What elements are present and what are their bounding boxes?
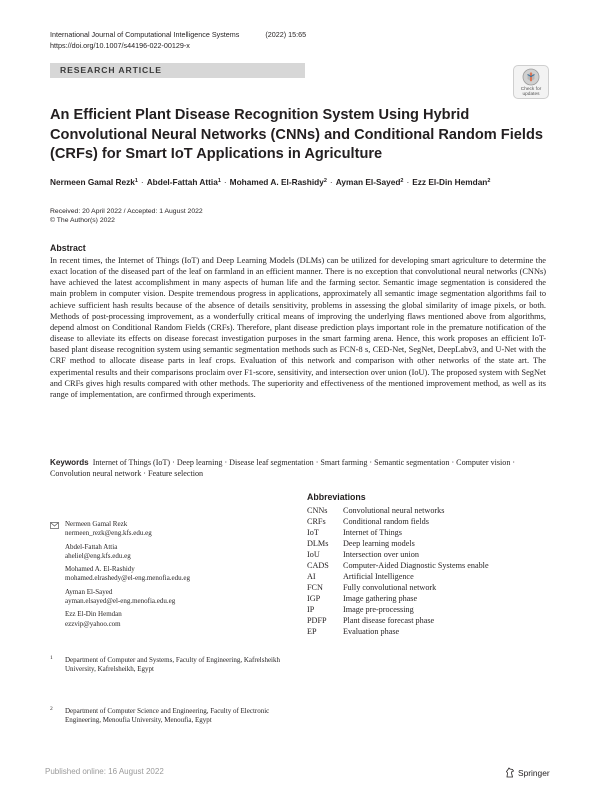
- springer-logo: [505, 767, 550, 778]
- abbreviation-definition: Convolutional neural networks: [343, 506, 445, 515]
- author-name[interactable]: Ayman El-Sayed: [335, 177, 401, 187]
- keywords-label: Keywords: [50, 458, 89, 467]
- abbreviation-term: IP: [307, 605, 315, 614]
- received-accepted-dates: Received: 20 April 2022 / Accepted: 1 August 2022: [50, 208, 203, 215]
- abbreviation-definition: Image gathering phase: [343, 594, 418, 603]
- published-online: Published online: 16 August 2022: [45, 767, 164, 776]
- springer-horse-icon: [505, 767, 515, 778]
- abbreviation-term: IGP: [307, 594, 321, 603]
- publisher-name: Springer: [518, 768, 550, 778]
- contact-email[interactable]: nermeen_rezk@eng.kfs.edu.eg: [65, 529, 152, 538]
- author-name[interactable]: Ezz El-Din Hemdan: [412, 177, 488, 187]
- author-separator: ·: [223, 177, 227, 187]
- journal-volume: (2022) 15:65: [265, 30, 307, 39]
- abbreviations-heading: Abbreviations: [307, 492, 366, 502]
- copyright-notice: © The Author(s) 2022: [50, 217, 115, 224]
- affiliation-number: 1: [50, 655, 53, 661]
- contact-email[interactable]: ezzvip@yahoo.com: [65, 619, 121, 628]
- journal-name: International Journal of Computational Intelligence Systems: [50, 30, 240, 39]
- check-for-updates-badge[interactable]: [513, 65, 549, 99]
- contact-entry: [50, 610, 280, 629]
- abbreviation-term: FCN: [307, 583, 323, 592]
- author-contacts: [50, 520, 280, 633]
- abbreviation-row: [307, 571, 489, 582]
- abbreviation-definition: Deep learning models: [343, 539, 415, 548]
- contact-email[interactable]: mohamed.elrashedy@el-eng.menofia.edu.eg: [65, 574, 191, 583]
- abbreviation-row: [307, 615, 489, 626]
- contact-email[interactable]: aheliel@eng.kfs.edu.eg: [65, 551, 131, 560]
- abbreviation-definition: Fully convolutional network: [343, 583, 437, 592]
- abbreviation-definition: Evaluation phase: [343, 627, 400, 636]
- affiliation-text: Department of Computer and Systems, Faculty of Engineering, Kafrelsheikh University, Kafrelsheikh, Egypt: [65, 656, 281, 674]
- abbreviation-row: [307, 560, 489, 571]
- abbreviation-term: DLMs: [307, 539, 329, 548]
- author-name[interactable]: Mohamed A. El-Rashidy: [229, 177, 324, 187]
- envelope-icon: [50, 522, 59, 529]
- abbreviation-row: [307, 604, 489, 615]
- author-separator: ·: [406, 177, 410, 187]
- affiliation-number: 2: [50, 705, 53, 712]
- abbreviation-definition: Internet of Things: [343, 528, 402, 537]
- abstract-heading: Abstract: [50, 243, 86, 253]
- abstract-text: In recent times, the Internet of Things (IoT) and Deep Learning Models (DLMs) can be utilized for developing smart agriculture to determine the exact location of the diseased part of the leaf on farmland in an efficient manner. There is no exception that convolutional neural networks (CNNs) have achieved the latest accomplishment in many aspects of human life and the farming sector. Semantic image segmentation is considered the main problem in computer vision. Despite tremendous progress in applications, approximately all semantic image segmentation algorithms fail to achieve sufficient hash results because of the absence of details sensitivity, problems in assessing the global similarity of image pixels, or both. Methods of post-processing improvement, as a wonderfully critical means of improving the underlying flaws mentioned above from algorithms, depend almost on Conditional Random Fields (CRFs). Therefore, plant disease prediction plays important role in the premature notification of the disease to alleviate its effects on disease forecast investigation purposes in the smart farming arena. Hence, this work proposes an efficient IoT-based plant disease recognition system using semantic segmentation methods such as FCN-8 s, CED-Net, SegNet, DeepLabv3, and U-Net with the CRF method to allocate disease parts in leaf crops. Evaluation of this network and comparison with other networks of the state art. The experimental results and their comparisons proclaim over F1-score, sensitivity, and intersection over union (IoU). The proposed system with SegNet and CRFs gives high results compared with other methods. The superiority and effectiveness of the mentioned improvement method, as well as its range of implementation, are confirmed through experiments.: [50, 256, 546, 399]
- contact-email[interactable]: ayman.elsayed@el-eng.menofia.edu.eg: [65, 597, 176, 606]
- abbreviation-definition: Computer-Aided Diagnostic Systems enable: [343, 561, 489, 570]
- author-name[interactable]: Abdel-Fattah Attia: [146, 177, 218, 187]
- doi-link[interactable]: https://doi.org/10.1007/s44196-022-00129-x: [50, 41, 190, 50]
- abbreviation-row: [307, 593, 489, 604]
- abbreviation-term: EP: [307, 627, 317, 636]
- contact-entry: [50, 520, 280, 539]
- author-affiliation-mark: 1: [134, 178, 138, 184]
- abbreviation-term: CNNs: [307, 506, 328, 515]
- abbreviation-row: [307, 538, 489, 549]
- contact-name: Ezz El-Din Hemdan: [65, 610, 122, 619]
- contact-entry: [50, 543, 280, 562]
- abbreviation-row: [307, 527, 489, 538]
- journal-header: [50, 30, 306, 39]
- abbreviation-definition: Conditional random fields: [343, 517, 429, 526]
- abbreviation-term: IoT: [307, 528, 319, 537]
- author-affiliation-mark: 2: [400, 178, 404, 184]
- paper-title: An Efficient Plant Disease Recognition System Using Hybrid Convolutional Neural Networks (CNNs) and Conditional Random Fields (CRFs) for Smart IoT Applications in Agriculture: [50, 107, 543, 162]
- affiliation-2: [50, 707, 295, 726]
- author-name[interactable]: Nermeen Gamal Rezk: [50, 177, 135, 187]
- check-updates-label: Check for updates: [520, 87, 542, 97]
- abbreviation-term: PDFP: [307, 616, 327, 625]
- abbreviation-term: IoU: [307, 550, 320, 559]
- author-affiliation-mark: 2: [487, 178, 491, 184]
- abbreviation-term: AI: [307, 572, 316, 581]
- author-separator: ·: [140, 177, 144, 187]
- contact-name: Nermeen Gamal Rezk: [65, 520, 128, 528]
- article-type-label: RESEARCH ARTICLE: [60, 65, 162, 75]
- affiliation-text: Department of Computer Science and Engineering, Faculty of Electronic Engineering, Menoufia University, Menoufia, Egypt: [65, 706, 270, 724]
- author-list: [50, 176, 570, 188]
- author-separator: ·: [329, 177, 333, 187]
- contact-entry: [50, 565, 280, 584]
- abbreviation-row: [307, 549, 489, 560]
- contact-name: Mohamed A. El-Rashidy: [65, 565, 135, 574]
- keywords-text: Internet of Things (IoT) · Deep learning · Disease leaf segmentation · Smart farming · Semantic segmentation · Computer vision · Convolution neural network · Feature selection: [50, 458, 516, 479]
- check-updates-icon: [522, 68, 540, 86]
- abbreviation-definition: Intersection over union: [343, 550, 419, 559]
- abbreviation-row: [307, 582, 489, 593]
- contact-name: Ayman El-Sayed: [65, 587, 113, 596]
- abbreviation-row: [307, 626, 489, 637]
- contact-entry: [50, 588, 280, 607]
- author-affiliation-mark: 1: [217, 178, 221, 184]
- abbreviations-table: [307, 505, 489, 637]
- abbreviation-term: CADS: [307, 561, 329, 570]
- abbreviation-row: [307, 505, 489, 516]
- abbreviation-definition: Plant disease forecast phase: [343, 616, 435, 625]
- abbreviation-definition: Image pre-processing: [343, 605, 414, 614]
- keywords-section: [50, 457, 550, 479]
- contact-name: Abdel-Fattah Attia: [65, 542, 118, 551]
- abbreviation-row: [307, 516, 489, 527]
- affiliation-1: [50, 656, 295, 675]
- author-affiliation-mark: 2: [323, 178, 327, 184]
- abbreviation-term: CRFs: [307, 517, 326, 526]
- abbreviation-definition: Artificial Intelligence: [343, 572, 414, 581]
